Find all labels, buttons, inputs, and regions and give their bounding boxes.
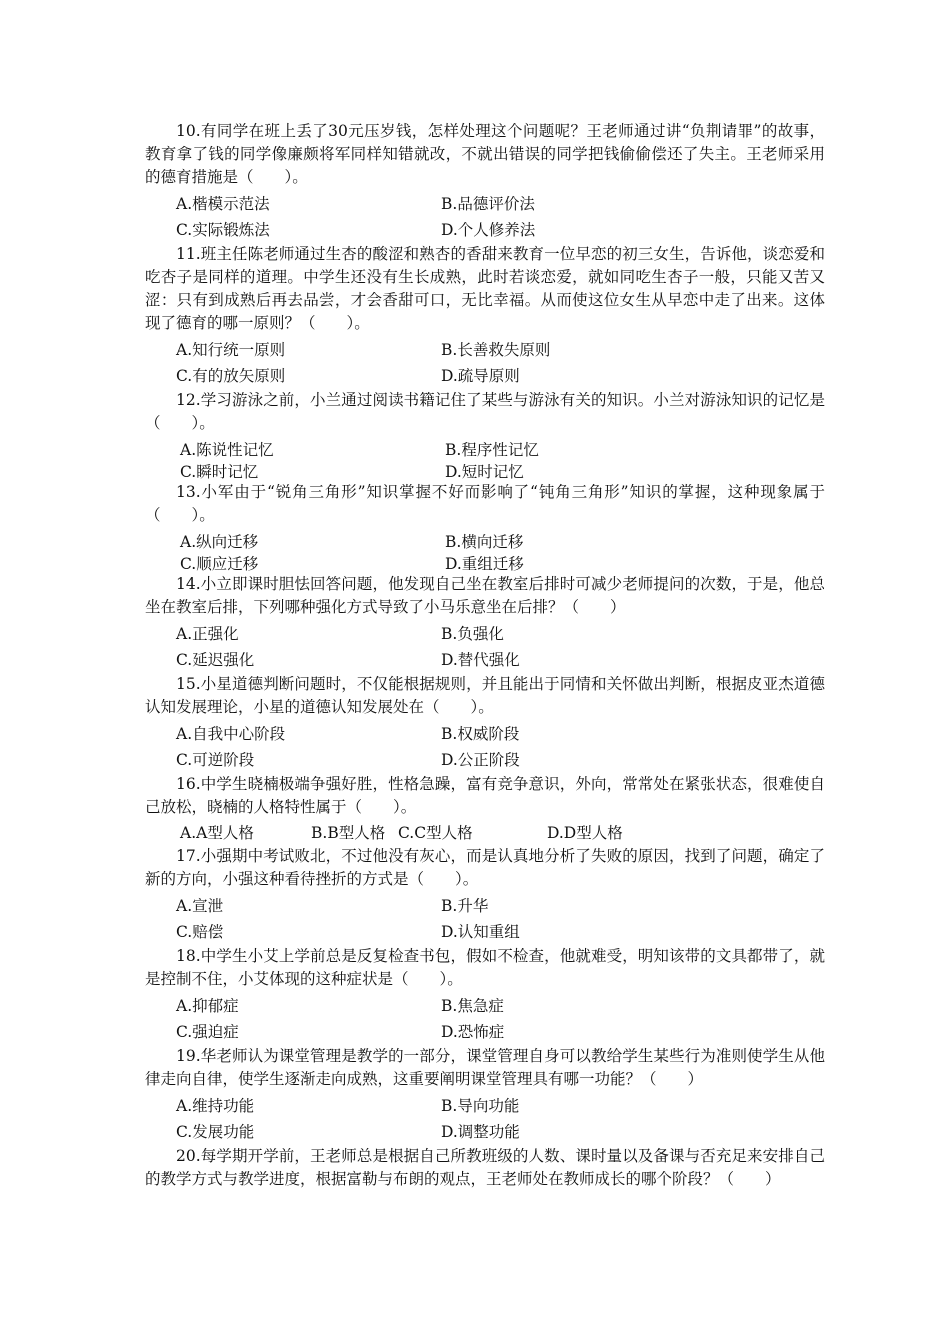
question-stem: 10.有同学在班上丢了30元压岁钱，怎样处理这个问题呢？王老师通过讲“负荆请罪”的故事，教育拿了钱的同学像廉颇将军同样知错就改，不就出错误的同学把钱偷偷偿还了失主。王老师采用的德育措施是（ ）。 — [145, 122, 825, 186]
option-c: C.实际锻炼法 — [176, 221, 270, 239]
option-b: B.品德评价法 — [441, 195, 535, 213]
question-stem: 12.学习游泳之前，小兰通过阅读书籍记住了某些与游泳有关的知识。小兰对游泳知识的记忆是（ ）。 — [145, 391, 825, 432]
question-12 — [145, 389, 825, 479]
option-row — [145, 991, 825, 1017]
option-d: D.D型人格 — [547, 824, 623, 842]
option-a: A.陈说性记忆 — [180, 441, 274, 459]
option-b: B.负强化 — [441, 625, 504, 643]
question-10 — [145, 120, 825, 241]
question-stem: 16.中学生晓楠极端争强好胜，性格急躁，富有竞争意识，外向，常常处在紧张状态，很难使自己放松，晓楠的人格特性属于（ ）。 — [145, 775, 825, 816]
option-row — [145, 215, 825, 241]
option-d: D.疏导原则 — [441, 367, 520, 385]
option-d: D.公正阶段 — [441, 751, 520, 769]
option-row — [145, 335, 825, 361]
option-d: D.重组迁移 — [445, 555, 524, 573]
option-d: D.替代强化 — [441, 651, 520, 669]
question-stem: 20.每学期开学前，王老师总是根据自己所教班级的人数、课时量以及备课与否充足来安排自己的教学方式与教学进度，根据富勒与布朗的观点，王老师处在教师成长的哪个阶段？（ ） — [145, 1147, 825, 1188]
option-c: C.发展功能 — [176, 1123, 255, 1141]
option-c: C.瞬时记忆 — [180, 463, 259, 481]
option-row — [145, 1017, 825, 1043]
question-stem: 14.小立即课时胆怯回答问题，他发现自己坐在教室后排时可减少老师提问的次数，于是，他总坐在教室后排，下列哪种强化方式导致了小马乐意坐在后排？（ ） — [145, 575, 825, 616]
option-d: D.恐怖症 — [441, 1023, 505, 1041]
option-row — [145, 645, 825, 671]
option-c: C.可逆阶段 — [176, 751, 255, 769]
option-a: A.纵向迁移 — [180, 533, 259, 551]
option-row — [145, 435, 825, 457]
question-11 — [145, 243, 825, 387]
option-d: D.个人修养法 — [441, 221, 536, 239]
option-a: A.正强化 — [176, 625, 239, 643]
option-b: B.导向功能 — [441, 1097, 520, 1115]
question-list — [145, 120, 825, 1191]
option-d: D.调整功能 — [441, 1123, 520, 1141]
option-b: B.长善救失原则 — [441, 341, 551, 359]
option-row — [145, 457, 825, 479]
option-row — [145, 745, 825, 771]
question-15 — [145, 673, 825, 771]
question-stem: 19.华老师认为课堂管理是教学的一部分，课堂管理自身可以教给学生某些行为准则使学生从他律走向自律，使学生逐渐走向成熟，这重要阐明课堂管理具有哪一功能？（ ） — [145, 1047, 825, 1088]
question-13 — [145, 481, 825, 571]
question-stem: 15.小星道德判断问题时，不仅能根据规则，并且能出于同情和关怀做出判断，根据皮亚杰道德认知发展理论，小星的道德认知发展处在（ ）。 — [145, 675, 825, 716]
option-c: C.有的放矢原则 — [176, 367, 286, 385]
option-a: A.宣泄 — [176, 897, 224, 915]
option-c: C.延迟强化 — [176, 651, 255, 669]
option-c: C.赔偿 — [176, 923, 224, 941]
question-stem: 18.中学生小艾上学前总是反复检查书包，假如不检查，他就难受，明知该带的文具都带了，就是控制不住，小艾体现的这种症状是（ ）。 — [145, 947, 825, 988]
option-a: A.维持功能 — [176, 1097, 255, 1115]
option-a: A.楷模示范法 — [176, 195, 270, 213]
option-b: B.升华 — [441, 897, 489, 915]
option-c: C.顺应迁移 — [180, 555, 259, 573]
option-c: C.强迫症 — [176, 1023, 239, 1041]
option-row — [145, 527, 825, 549]
option-row — [145, 549, 825, 571]
question-stem: 17.小强期中考试败北，不过他没有灰心，而是认真地分析了失败的原因，找到了问题，确定了新的方向，小强这种看待挫折的方式是（ ）。 — [145, 847, 825, 888]
option-row — [145, 361, 825, 387]
option-row — [145, 1091, 825, 1117]
question-20 — [145, 1145, 825, 1191]
question-16 — [145, 773, 825, 843]
option-a: A.自我中心阶段 — [176, 725, 286, 743]
option-b: B.B型人格 — [311, 824, 386, 842]
option-c: C.C型人格 — [398, 824, 473, 842]
option-d: D.认知重组 — [441, 923, 520, 941]
question-stem: 13.小军由于“锐角三角形”知识掌握不好而影响了“钝角三角形”知识的掌握，这种现象属于（ ）。 — [145, 483, 825, 524]
option-row — [145, 819, 825, 843]
option-row — [145, 891, 825, 917]
option-row — [145, 719, 825, 745]
question-14 — [145, 573, 825, 671]
question-18 — [145, 945, 825, 1043]
option-row — [145, 189, 825, 215]
question-17 — [145, 845, 825, 943]
option-b: B.横向迁移 — [445, 533, 524, 551]
option-d: D.短时记忆 — [445, 463, 524, 481]
option-b: B.权威阶段 — [441, 725, 520, 743]
option-a: A.抑郁症 — [176, 997, 239, 1015]
option-row — [145, 1117, 825, 1143]
option-row — [145, 619, 825, 645]
option-a: A.知行统一原则 — [176, 341, 286, 359]
question-19 — [145, 1045, 825, 1143]
option-row — [145, 917, 825, 943]
question-stem: 11.班主任陈老师通过生杏的酸涩和熟杏的香甜来教育一位早恋的初三女生，告诉他，谈恋爱和吃杏子是同样的道理。中学生还没有生长成熟，此时若谈恋爱，就如同吃生杏子一般，只能又苦又涩：只有到成熟后再去品尝，才会香甜可口，无比幸福。从而使这位女生从早恋中走了出来。这体现了德育的哪一原则？（ ）。 — [145, 245, 825, 332]
option-a: A.A型人格 — [180, 824, 254, 842]
option-b: B.焦急症 — [441, 997, 504, 1015]
option-b: B.程序性记忆 — [445, 441, 539, 459]
